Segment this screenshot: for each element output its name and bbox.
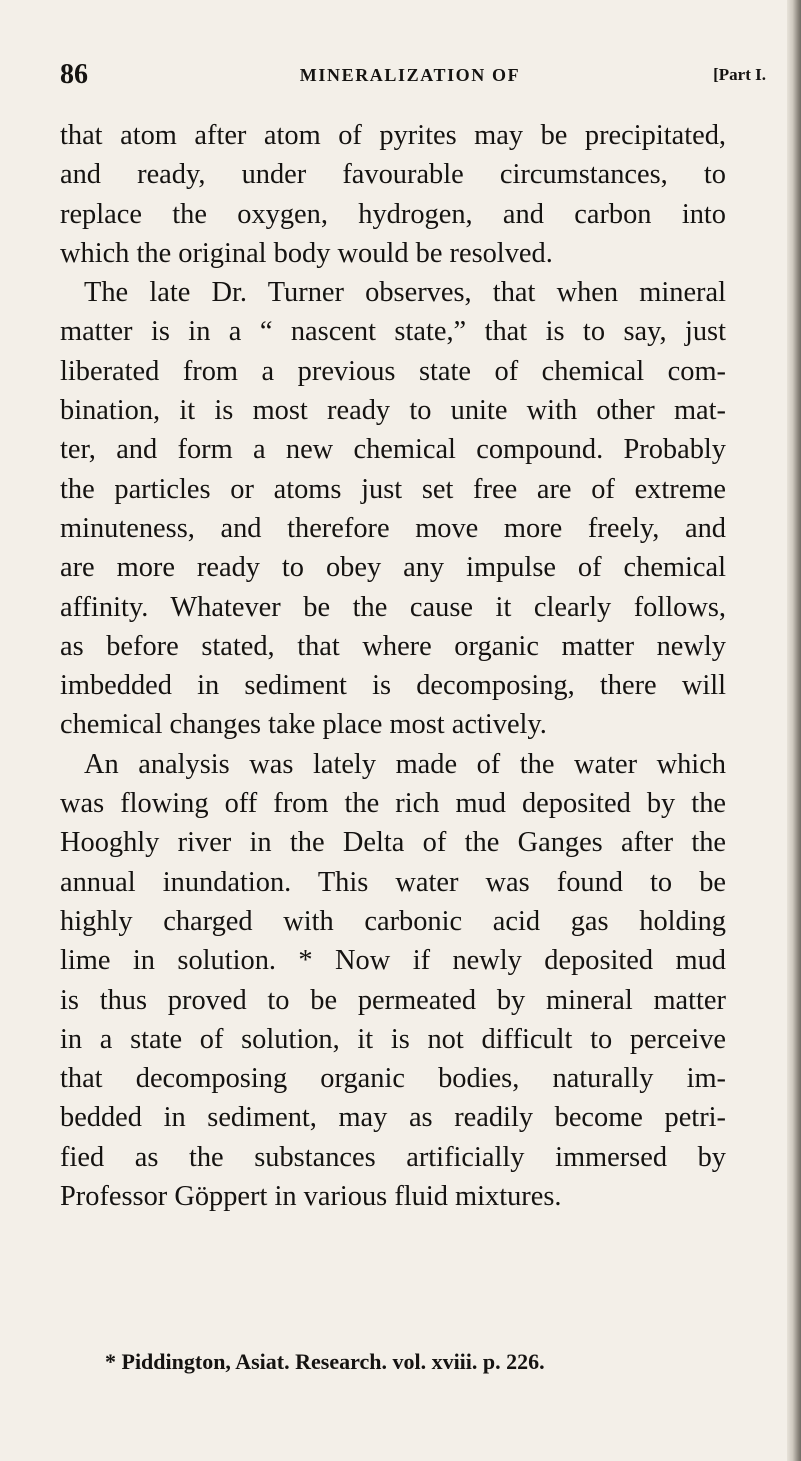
part-label: [Part I. bbox=[713, 65, 766, 84]
text-line: was flowing off from the rich mud deposited by the bbox=[60, 788, 726, 820]
text-line: chemical changes take place most actively. bbox=[60, 709, 547, 741]
paragraph-start-line: An analysis was lately made of the water which bbox=[84, 748, 726, 780]
footnote: * Piddington, Asiat. Research. vol. xviii. p. 226. bbox=[105, 1349, 545, 1374]
text-line: lime in solution. * Now if newly deposited mud bbox=[60, 945, 726, 977]
text-line: is thus proved to be permeated by mineral matter bbox=[60, 984, 726, 1016]
text-line: Hooghly river in the Delta of the Ganges after the bbox=[60, 827, 726, 859]
text-line: that atom after atom of pyrites may be precipitated, bbox=[60, 120, 726, 151]
text-line: the particles or atoms just set free are of extreme bbox=[60, 473, 726, 505]
text-line: replace the oxygen, hydrogen, and carbon into bbox=[60, 198, 726, 230]
page-edge-shadow bbox=[787, 0, 801, 1461]
text-line: minuteness, and therefore move more freely, and bbox=[60, 512, 726, 544]
text-line: matter is in a “ nascent state,” that is to say, just bbox=[60, 316, 726, 348]
text-line: fied as the substances artificially immersed by bbox=[60, 1141, 726, 1173]
text-line: in a state of solution, it is not difficult to perceive bbox=[60, 1023, 726, 1055]
text-line: ter, and form a new chemical compound. Probably bbox=[60, 434, 726, 466]
text-line: highly charged with carbonic acid gas holding bbox=[60, 905, 726, 937]
running-title: MINERALIZATION OF bbox=[299, 65, 521, 85]
body-text bbox=[60, 116, 726, 1216]
text-line: and ready, under favourable circumstances, to bbox=[60, 159, 726, 191]
text-line: annual inundation. This water was found to be bbox=[60, 866, 726, 898]
text-line: liberated from a previous state of chemical com- bbox=[60, 355, 726, 387]
paragraph-start-line: The late Dr. Turner observes, that when mineral bbox=[84, 277, 726, 309]
text-line: which the original body would be resolved. bbox=[60, 237, 553, 269]
text-line: are more ready to obey any impulse of chemical bbox=[60, 552, 726, 584]
page-number: 86 bbox=[60, 59, 88, 90]
text-line: affinity. Whatever be the cause it clearly follows, bbox=[60, 591, 726, 623]
text-line: bination, it is most ready to unite with other mat- bbox=[60, 395, 726, 427]
text-line: Professor Göppert in various fluid mixtures. bbox=[60, 1181, 562, 1213]
text-line: that decomposing organic bodies, naturally im- bbox=[60, 1063, 726, 1095]
text-line: imbedded in sediment is decomposing, there will bbox=[60, 670, 726, 702]
page-header bbox=[60, 58, 766, 98]
text-line: as before stated, that where organic matter newly bbox=[60, 630, 726, 662]
text-line: bedded in sediment, may as readily become petri- bbox=[60, 1102, 726, 1134]
